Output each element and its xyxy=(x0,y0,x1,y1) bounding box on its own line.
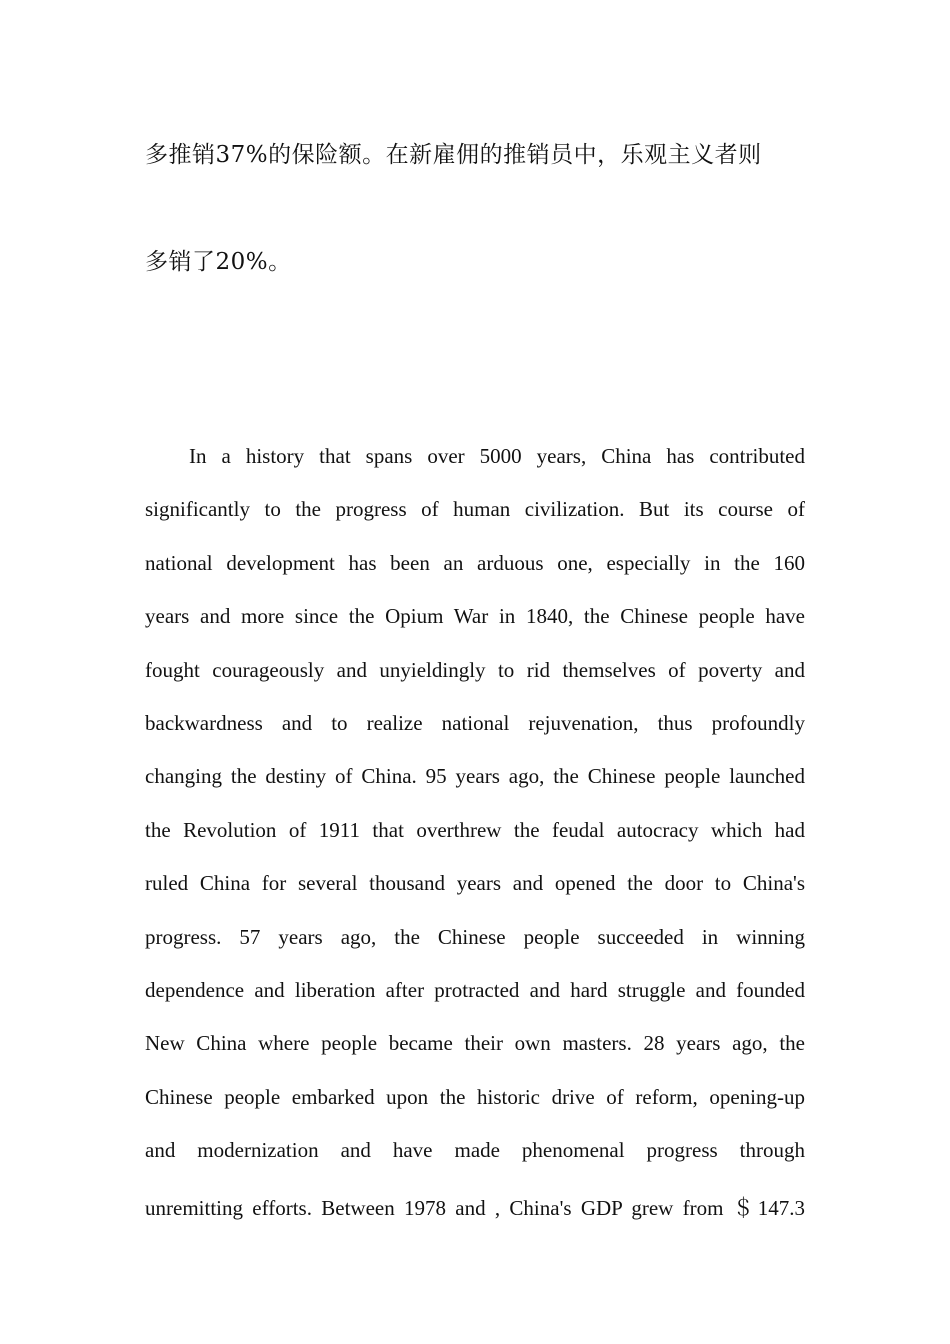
paragraph-line: New China where people became their own masters. 28 years ago, the xyxy=(145,1031,805,1056)
paragraph-line: significantly to the progress of human civilization. But its course of xyxy=(145,497,805,522)
paragraph-line: years and more since the Opium War in 1840, the Chinese people have xyxy=(145,604,805,629)
paragraph-line: unremitting efforts. Between 1978 and , China's GDP grew from ＄147.3 xyxy=(145,1196,805,1221)
paragraph-line: and modernization and have made phenomenal progress through xyxy=(145,1138,805,1163)
paragraph-line: Chinese people embarked upon the historic drive of reform, opening-up xyxy=(145,1084,805,1109)
paragraph-line: the Revolution of 1911 that overthrew the feudal autocracy which had xyxy=(145,817,805,842)
paragraph-line: progress. 57 years ago, the Chinese people succeeded in winning xyxy=(145,924,805,949)
paragraph-line: ruled China for several thousand years and opened the door to China's xyxy=(145,871,805,896)
paragraph-line: changing the destiny of China. 95 years ago, the Chinese people launched xyxy=(145,764,805,789)
chinese-text-line-2: 多销了20%。 xyxy=(145,249,292,275)
english-paragraph xyxy=(145,430,805,1239)
paragraph-line: national development has been an arduous one, especially in the 160 xyxy=(145,550,805,575)
paragraph-line: backwardness and to realize national rejuvenation, thus profoundly xyxy=(145,710,805,735)
paragraph-line: fought courageously and unyieldingly to rid themselves of poverty and xyxy=(145,657,805,682)
chinese-text-line-1: 多推销37%的保险额。在新雇佣的推销员中，乐观主义者则 xyxy=(145,142,762,168)
paragraph-line: In a history that spans over 5000 years, China has contributed xyxy=(189,444,805,468)
paragraph-line: dependence and liberation after protracted and hard struggle and founded xyxy=(145,977,805,1002)
